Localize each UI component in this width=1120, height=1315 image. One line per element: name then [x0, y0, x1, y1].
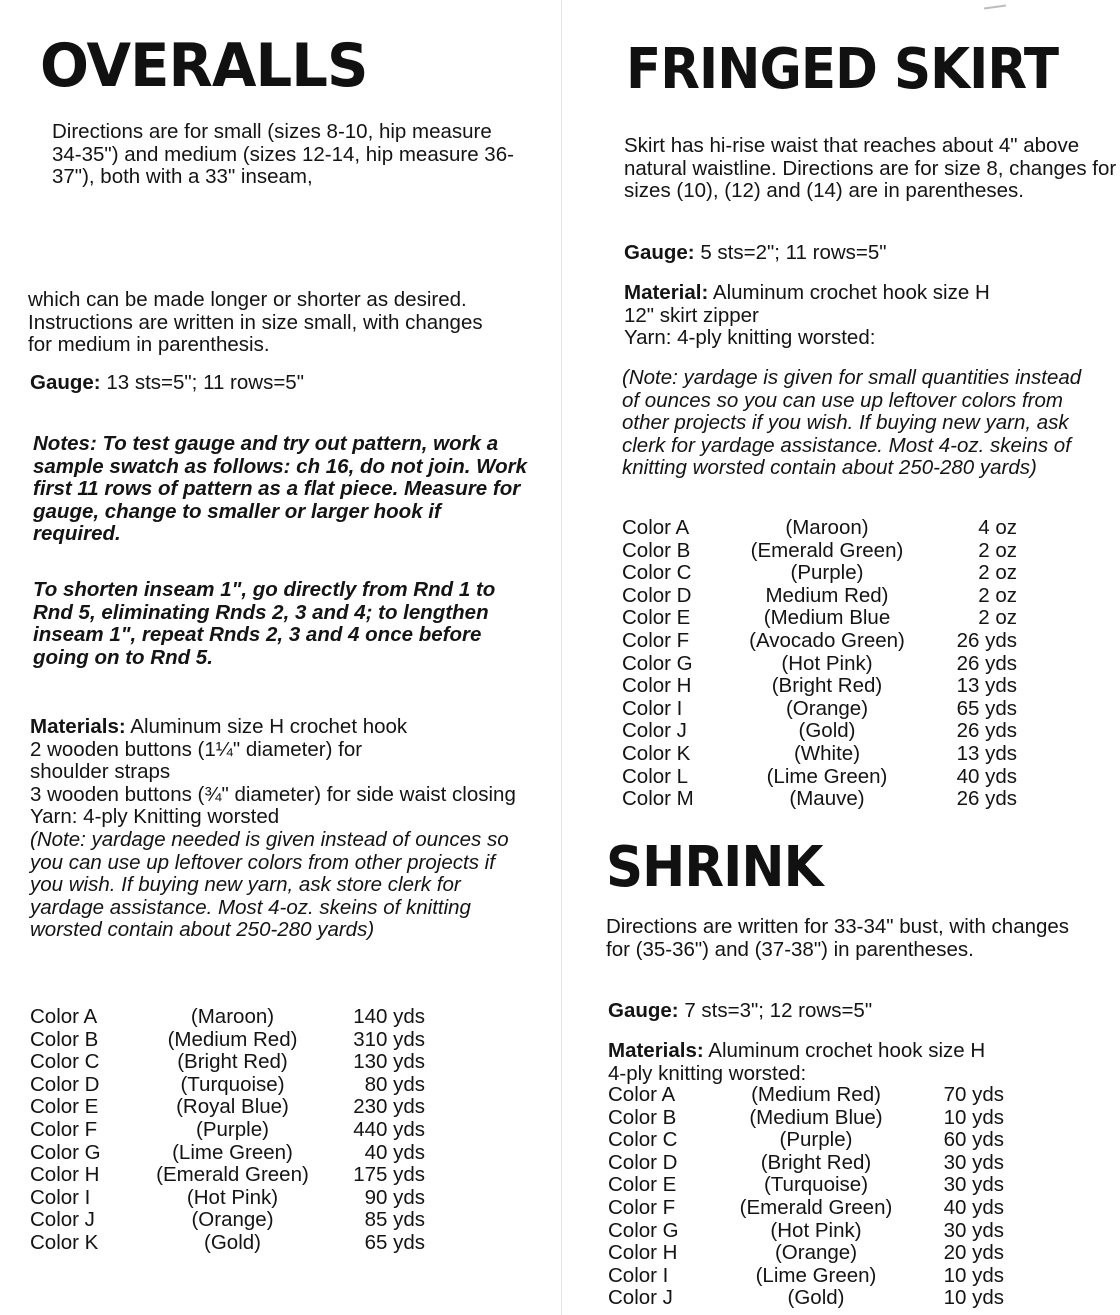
overalls-gauge-value: 13 sts=5"; 11 rows=5" — [106, 371, 304, 394]
skirt-color-table — [622, 517, 1017, 811]
overalls-materials-label: Materials: — [30, 715, 126, 738]
overalls-color-amount: 230 yds — [353, 1095, 425, 1119]
shrink-color-row — [608, 1174, 1004, 1197]
overalls-intro-text: Directions are for small (sizes 8-10, hip measure 34-35") and medium (sizes 12-14, hip measure 36-37"), both with a 33" inseam, — [52, 120, 514, 189]
overalls-color-name: Color C — [30, 1050, 100, 1074]
skirt-materials — [624, 282, 1104, 350]
overalls-color-row — [30, 1209, 425, 1232]
overalls-color-row — [30, 1006, 425, 1029]
shrink-color-value: (Bright Red) — [760, 1150, 872, 1174]
overalls-color-name: Color K — [30, 1230, 99, 1254]
shrink-materials-label: Materials: — [608, 1039, 704, 1062]
overalls-notes-text: Notes: To test gauge and try out pattern, work a sample swatch as follows: ch 16, do not join. Work first 11 rows of pattern as a flat piece. Measure for gauge, change to smaller or larger hook if required. — [33, 432, 527, 546]
skirt-color-value: (Gold) — [798, 719, 856, 743]
overalls-color-amount: 310 yds — [353, 1027, 425, 1051]
skirt-color-amount: 4 oz — [978, 516, 1017, 539]
skirt-color-row — [622, 540, 1017, 563]
shrink-color-name: Color H — [608, 1241, 678, 1265]
shrink-materials — [608, 1040, 1088, 1085]
shrink-color-amount: 30 yds — [943, 1218, 1004, 1242]
skirt-color-amount: 26 yds — [956, 651, 1017, 675]
overalls-color-amount: 80 yds — [364, 1072, 425, 1096]
skirt-color-name: Color I — [622, 696, 683, 720]
shrink-gauge-label: Gauge: — [608, 999, 679, 1022]
shrink-color-name: Color C — [608, 1128, 678, 1152]
skirt-color-value: (Hot Pink) — [781, 651, 873, 675]
overalls-color-table — [30, 1006, 425, 1255]
skirt-color-value: (Lime Green) — [766, 764, 888, 788]
skirt-color-row — [622, 675, 1017, 698]
skirt-color-row — [622, 788, 1017, 811]
skirt-color-amount: 40 yds — [956, 764, 1017, 788]
skirt-color-value: (Avocado Green) — [749, 628, 905, 652]
skirt-color-amount: 2 oz — [978, 561, 1017, 585]
skirt-color-value: (Emerald Green) — [750, 538, 904, 562]
skirt-color-amount: 26 yds — [956, 628, 1017, 652]
skirt-color-row — [622, 607, 1017, 630]
shrink-materials-line1: Aluminum crochet hook size H — [708, 1039, 986, 1062]
overalls-color-row — [30, 1051, 425, 1074]
shrink-color-amount: 20 yds — [943, 1241, 1004, 1265]
shrink-color-name: Color F — [608, 1195, 676, 1219]
skirt-materials-line1: Aluminum crochet hook size H — [712, 281, 990, 304]
shrink-intro-text: Directions are written for 33-34" bust, with changes for (35-36") and (37-38") in parentheses. — [606, 915, 1070, 961]
shrink-color-row — [608, 1084, 1004, 1107]
skirt-color-row — [622, 630, 1017, 653]
overalls-color-value: (Medium Red) — [167, 1027, 298, 1051]
shrink-color-name: Color I — [608, 1263, 669, 1287]
shrink-color-amount: 40 yds — [943, 1195, 1004, 1219]
skirt-color-amount: 2 oz — [978, 538, 1017, 562]
overalls-color-name: Color A — [30, 1005, 98, 1028]
overalls-color-amount: 65 yds — [364, 1230, 425, 1254]
shrink-color-name: Color G — [608, 1218, 679, 1242]
skirt-color-row — [622, 517, 1017, 540]
skirt-color-amount: 26 yds — [956, 719, 1017, 743]
overalls-color-value: (Emerald Green) — [156, 1163, 309, 1187]
overalls-color-row — [30, 1096, 425, 1119]
skirt-color-name: Color F — [622, 628, 690, 652]
overalls-color-value: (Hot Pink) — [186, 1185, 279, 1209]
overalls-gauge-label: Gauge: — [30, 371, 101, 394]
shrink-color-value: (Medium Red) — [751, 1083, 881, 1106]
shrink-color-amount: 10 yds — [943, 1105, 1004, 1129]
overalls-color-name: Color G — [30, 1140, 101, 1164]
overalls-color-value: (Maroon) — [190, 1005, 275, 1028]
skirt-intro — [624, 135, 1120, 203]
skirt-yardage-note — [622, 367, 1100, 480]
overalls-color-value: (Bright Red) — [177, 1050, 288, 1074]
overalls-color-name: Color J — [30, 1208, 95, 1232]
overalls-color-name: Color F — [30, 1117, 98, 1141]
skirt-color-value: (Bright Red) — [771, 674, 883, 698]
shrink-color-amount: 10 yds — [943, 1286, 1004, 1310]
shrink-title: SHRINK — [606, 835, 823, 900]
shrink-materials-line2: 4-ply knitting worsted: — [608, 1061, 807, 1085]
overalls-materials-line4: Yarn: 4-ply Knitting worsted — [30, 805, 280, 829]
skirt-color-value: (Medium Blue — [763, 606, 891, 630]
skirt-color-row — [622, 720, 1017, 743]
skirt-color-value: (Maroon) — [785, 516, 869, 539]
skirt-color-amount: 2 oz — [978, 583, 1017, 607]
shrink-intro — [606, 916, 1080, 961]
shrink-color-value: (Emerald Green) — [739, 1195, 893, 1219]
column-divider — [561, 0, 562, 1315]
overalls-materials — [30, 716, 530, 942]
shrink-color-row — [608, 1107, 1004, 1130]
overalls-shorten-text: To shorten inseam 1", go directly from Rnd 1 to Rnd 5, eliminating Rnds 2, 3 and 4; to lengthen inseam 1", repeat Rnds 2, 3 and 4 once before going on to Rnd 5. — [33, 578, 496, 669]
overalls-color-name: Color B — [30, 1027, 99, 1051]
skirt-color-row — [622, 698, 1017, 721]
overalls-color-value: (Purple) — [196, 1117, 269, 1141]
skirt-materials-line3: Yarn: 4-ply knitting worsted: — [624, 326, 876, 350]
shrink-color-value: (Orange) — [774, 1241, 858, 1265]
overalls-color-amount: 40 yds — [364, 1140, 425, 1164]
overalls-color-value: (Turquoise) — [180, 1072, 285, 1096]
overalls-gauge — [30, 372, 510, 395]
overalls-color-amount: 440 yds — [353, 1117, 425, 1141]
shrink-color-name: Color A — [608, 1083, 676, 1106]
overalls-color-name: Color E — [30, 1095, 99, 1119]
skirt-color-name: Color G — [622, 651, 693, 675]
skirt-color-name: Color A — [622, 516, 690, 539]
skirt-color-amount: 13 yds — [956, 741, 1017, 765]
shrink-color-value: (Gold) — [787, 1286, 845, 1310]
shrink-gauge-value: 7 sts=3"; 12 rows=5" — [684, 999, 873, 1022]
shrink-color-amount: 60 yds — [943, 1128, 1004, 1152]
shrink-color-amount: 30 yds — [943, 1173, 1004, 1197]
skirt-color-row — [622, 766, 1017, 789]
shrink-color-name: Color B — [608, 1105, 677, 1129]
overalls-color-amount: 130 yds — [353, 1050, 425, 1074]
shrink-gauge — [608, 1000, 1088, 1023]
skirt-gauge-label: Gauge: — [624, 241, 695, 264]
overalls-color-row — [30, 1119, 425, 1142]
fringed-skirt-title: FRINGED SKIRT — [626, 37, 1059, 102]
overalls-color-row — [30, 1142, 425, 1165]
skirt-color-amount: 2 oz — [978, 606, 1017, 630]
shrink-color-row — [608, 1152, 1004, 1175]
skirt-color-row — [622, 562, 1017, 585]
skirt-color-row — [622, 585, 1017, 608]
skirt-color-name: Color B — [622, 538, 691, 562]
shrink-color-amount: 30 yds — [943, 1150, 1004, 1174]
overalls-color-amount: 140 yds — [353, 1005, 425, 1028]
shrink-color-row — [608, 1242, 1004, 1265]
overalls-materials-note: (Note: yardage needed is given instead of ounces so you can use up leftover colors from other projects if you wish. If buying new yarn, ask store clerk for yardage assistance. Most 4-oz. skeins of knitting worsted contain about 250-280 yards) — [30, 827, 509, 942]
skirt-materials-line2: 12" skirt zipper — [624, 303, 759, 327]
scan-mark — [984, 4, 1006, 9]
overalls-materials-line2: 2 wooden buttons (1¼" diameter) for shoulder straps — [30, 737, 363, 784]
skirt-materials-label: Material: — [624, 281, 709, 304]
skirt-color-name: Color J — [622, 719, 687, 743]
skirt-color-name: Color H — [622, 674, 692, 698]
skirt-color-value: (Orange) — [785, 696, 869, 720]
overalls-title: OVERALLS — [40, 31, 368, 101]
overalls-color-row — [30, 1164, 425, 1187]
skirt-color-name: Color E — [622, 606, 691, 630]
skirt-intro-text: Skirt has hi-rise waist that reaches about 4" above natural waistline. Directions are for size 8, changes for sizes (10), (12) and (14) are in parentheses. — [624, 134, 1117, 203]
skirt-color-value: (White) — [793, 741, 861, 765]
skirt-color-amount: 13 yds — [956, 674, 1017, 698]
overalls-color-name: Color D — [30, 1072, 100, 1096]
overalls-color-name: Color I — [30, 1185, 91, 1209]
shrink-color-value: (Hot Pink) — [770, 1218, 862, 1242]
shrink-color-value: (Turquoise) — [763, 1173, 869, 1197]
shrink-color-row — [608, 1129, 1004, 1152]
skirt-color-name: Color L — [622, 764, 689, 788]
skirt-color-name: Color K — [622, 741, 691, 765]
shrink-color-name: Color J — [608, 1286, 673, 1310]
skirt-color-row — [622, 653, 1017, 676]
overalls-materials-line1: Aluminum size H crochet hook — [130, 715, 408, 738]
overalls-color-value: (Lime Green) — [172, 1140, 293, 1164]
overalls-color-row — [30, 1029, 425, 1052]
shrink-color-row — [608, 1197, 1004, 1220]
overalls-color-name: Color H — [30, 1163, 100, 1187]
skirt-gauge-value: 5 sts=2"; 11 rows=5" — [700, 241, 887, 264]
shrink-color-value: (Purple) — [779, 1128, 853, 1152]
overalls-color-row — [30, 1074, 425, 1097]
overalls-intro-continued-text: which can be made longer or shorter as desired. Instructions are written in size small, with changes for medium in parenthesis. — [28, 288, 483, 357]
overalls-color-value: (Gold) — [204, 1230, 261, 1254]
overalls-color-row — [30, 1187, 425, 1210]
skirt-gauge — [624, 242, 1104, 265]
overalls-color-amount: 90 yds — [364, 1185, 425, 1209]
shrink-color-value: (Medium Blue) — [749, 1105, 883, 1129]
shrink-color-amount: 70 yds — [943, 1083, 1004, 1106]
overalls-color-value: (Royal Blue) — [176, 1095, 289, 1119]
overalls-shorten-note — [33, 579, 515, 669]
overalls-intro — [52, 121, 522, 189]
overalls-color-row — [30, 1232, 425, 1255]
skirt-color-value: (Mauve) — [789, 787, 865, 811]
shrink-color-value: (Lime Green) — [755, 1263, 877, 1287]
shrink-color-row — [608, 1265, 1004, 1288]
skirt-color-amount: 65 yds — [956, 696, 1017, 720]
overalls-materials-line3: 3 wooden buttons (¾" diameter) for side waist closing — [30, 782, 516, 806]
shrink-color-name: Color E — [608, 1173, 677, 1197]
overalls-color-amount: 175 yds — [353, 1163, 425, 1187]
shrink-color-row — [608, 1220, 1004, 1243]
skirt-color-value: (Purple) — [790, 561, 864, 585]
skirt-color-row — [622, 743, 1017, 766]
shrink-color-table — [608, 1084, 1004, 1310]
skirt-color-name: Color M — [622, 787, 694, 811]
skirt-color-value: Medium Red) — [765, 583, 889, 607]
skirt-color-name: Color C — [622, 561, 692, 585]
shrink-color-amount: 10 yds — [943, 1263, 1004, 1287]
overalls-color-value: (Orange) — [191, 1208, 274, 1232]
overalls-color-amount: 85 yds — [364, 1208, 425, 1232]
shrink-color-name: Color D — [608, 1150, 678, 1174]
overalls-notes — [33, 433, 533, 546]
overalls-intro-continued — [28, 289, 506, 357]
shrink-color-row — [608, 1287, 1004, 1310]
skirt-color-amount: 26 yds — [956, 787, 1017, 811]
skirt-color-name: Color D — [622, 583, 692, 607]
skirt-yardage-note-text: (Note: yardage is given for small quantities instead of ounces so you can use up leftover colors from other projects if you wish. If buying new yarn, ask clerk for yardage assistance. Most 4-oz. skeins of knitting worsted contain about 250-280 yards) — [622, 366, 1082, 480]
